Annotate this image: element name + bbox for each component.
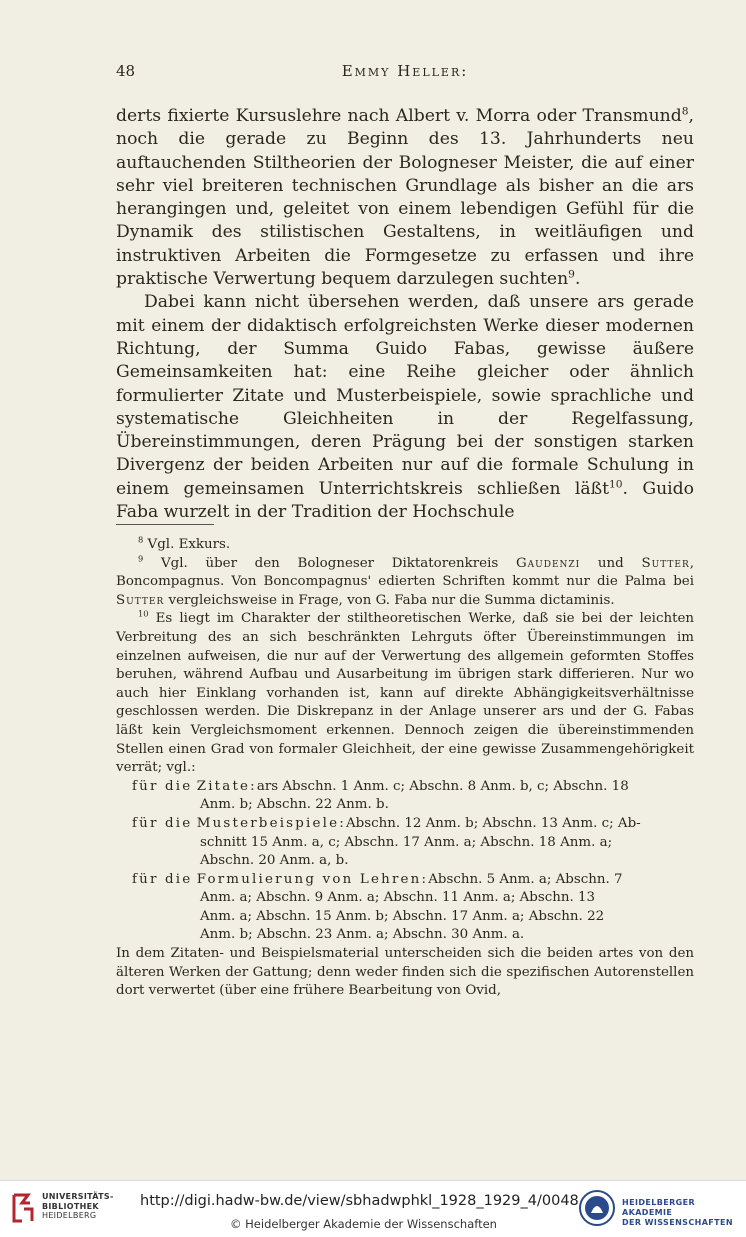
reference-line: Abschn. 5 Anm. a; Abschn. 7 (428, 871, 623, 887)
reference-musterbeispiele (116, 815, 694, 871)
paragraph-2 (116, 291, 694, 524)
paragraph-1-text-c: . (574, 269, 581, 290)
viewer-footer (0, 1180, 746, 1237)
reference-line: Anm. b; Abschn. 22 Anm. b. (200, 797, 389, 813)
reference-line: Anm. b; Abschn. 23 Anm. a; Abschn. 30 Anm. a. (200, 927, 525, 943)
reference-formulierung (116, 871, 694, 945)
reference-label: für die Zitate: (132, 778, 257, 794)
reference-line: ars Abschn. 1 Anm. c; Abschn. 8 Anm. b, c; Abschn. 18 (256, 778, 629, 794)
footnote-10 (116, 610, 694, 777)
footnote-9-text-a: Vgl. über den Bologneser Diktatorenkreis (160, 555, 499, 571)
reference-list (116, 778, 694, 945)
page-header (116, 62, 694, 84)
author-sutter: Sutter (641, 555, 690, 571)
copyright-notice: © Heidelberger Akademie der Wissenschaften (230, 1217, 497, 1231)
author-gaudenzi: Gaudenzi (515, 555, 581, 571)
footnote-divider (116, 524, 214, 525)
paragraph-2-text-b: . Guido Faba wurzelt in der Tradition der Hochschule (116, 478, 694, 523)
reference-line: schnitt 15 Anm. a, c; Abschn. 17 Anm. a; Abschn. 18 Anm. a; (200, 834, 613, 850)
footnote-9 (116, 555, 694, 611)
footnote-9-number: 9 (138, 553, 144, 564)
footnote-ref-9: 9 (568, 267, 575, 281)
footnote-8 (116, 536, 694, 555)
footnote-ref-8: 8 (681, 104, 689, 118)
author-sutter-2: Sutter (116, 592, 165, 608)
footnote-10-closing: In dem Zitaten- und Beispielsmaterial unterscheiden sich die beiden artes von den älteren Werken der Gattung; denn weder finden sich die spezifischen Autorenstellen dort verwertet (über eine frühere Bearbeitung von Ovid, (116, 946, 694, 999)
reference-label: für die Formulierung von Lehren: (132, 871, 429, 887)
reference-line: Anm. a; Abschn. 9 Anm. a; Abschn. 11 Anm. a; Abschn. 13 (200, 890, 596, 906)
reference-line: Anm. a; Abschn. 15 Anm. b; Abschn. 17 Anm. a; Abschn. 22 (200, 908, 605, 924)
footnote-9-und: und (597, 555, 624, 571)
footnote-8-text: Vgl. Exkurs. (147, 537, 231, 552)
footnotes (116, 536, 694, 1001)
footnote-ref-10: 10 (608, 477, 623, 491)
footnote-8-number: 8 (138, 534, 144, 545)
reference-zitate (116, 778, 694, 815)
main-text (116, 105, 694, 524)
footnote-10-number: 10 (138, 608, 149, 619)
university-library-name: UNIVERSITÄTS- BIBLIOTHEK HEIDELBERG (42, 1192, 114, 1220)
academy-seal-icon (578, 1189, 616, 1227)
footnote-10-text: Es liegt im Charakter der stiltheoretischen Werke, daß sie bei der leichten Verbreitung des an sich beschränkten Lehrguts öfter Übereinstimmungen im einzelnen aufweisen, die nur auf der Verwertung des allgemein geformten Stoffes beruhen, während Aufbau und Ausarbeitung im übrigen stark differieren. Nur wo auch hier Einklang vorhanden ist, kann auf direkte Abhängigkeitsverhältnisse geschlossen werden. Die Diskrepanz in der Anlage unserer ars und der G. Fabas läßt kein Vergleichsmoment erkennen. Dennoch zeigen die übereinstimmenden Stellen einen Grad von formaler Gleichheit, der eine gewisse Zusammengehörigkeit verrät; vgl.: (116, 611, 695, 776)
paragraph-1-text-a: derts fixierte Kursuslehre nach Albert v. Morra oder Transmund (116, 106, 682, 126)
page-number: 48 (116, 62, 136, 80)
paragraph-1 (116, 105, 694, 291)
footnote-9-text-c: vergleichsweise in Frage, von G. Faba nur die Summa dictaminis. (168, 592, 615, 608)
reference-label: für die Musterbeispiele: (132, 815, 346, 831)
document-url[interactable]: http://digi.hadw-bw.de/view/sbhadwphkl_1928_1929_4/0048 (140, 1193, 579, 1209)
paragraph-1-text-b: , noch die gerade zu Beginn des 13. Jahrhunderts neu auftauchenden Stiltheorien der Bologneser Meister, die auf einer sehr viel breiteren technischen Grundlage als bisher an die ars herangingen und, geleitet von einem lebendigen Gefühl für die Dynamik des stilistischen Gestaltens, in weitläufigen und instruktiven Arbeiten die Formgesetze zu erfassen und ihre praktische Verwertung bequem darzulegen suchten (116, 106, 694, 290)
footnote-9-text-b: , Boncompagnus. Von Boncompagnus' edierten Schriften kommt nur die Palma bei (116, 555, 694, 590)
academy-name: HEIDELBERGER AKADEMIE DER WISSENSCHAFTEN (622, 1198, 733, 1227)
reference-line: Abschn. 20 Anm. a, b. (200, 853, 349, 869)
running-title: Emmy Heller: (341, 62, 469, 80)
reference-line: Abschn. 12 Anm. b; Abschn. 13 Anm. c; Ab- (345, 815, 641, 831)
paragraph-2-text-a: Dabei kann nicht übersehen werden, daß unsere ars gerade mit einem der didaktisch erfolgreichsten Werke dieser modernen Richtung, der Summa Guido Fabas, gewisse äußere Gemeinsamkeiten hat: eine Reihe gleicher oder ähnlich formulierter Zitate und Musterbeispiele, sowie sprachliche und systematische Gleichheiten in der Regelfassung, Übereinstimmungen, deren Prägung bei der sonstigen starken Divergenz der beiden Arbeiten nur auf die formale Schulung in einem gemeinsamen Unterrichtskreis schließen läßt (116, 292, 694, 499)
university-library-logo-icon (8, 1191, 38, 1225)
